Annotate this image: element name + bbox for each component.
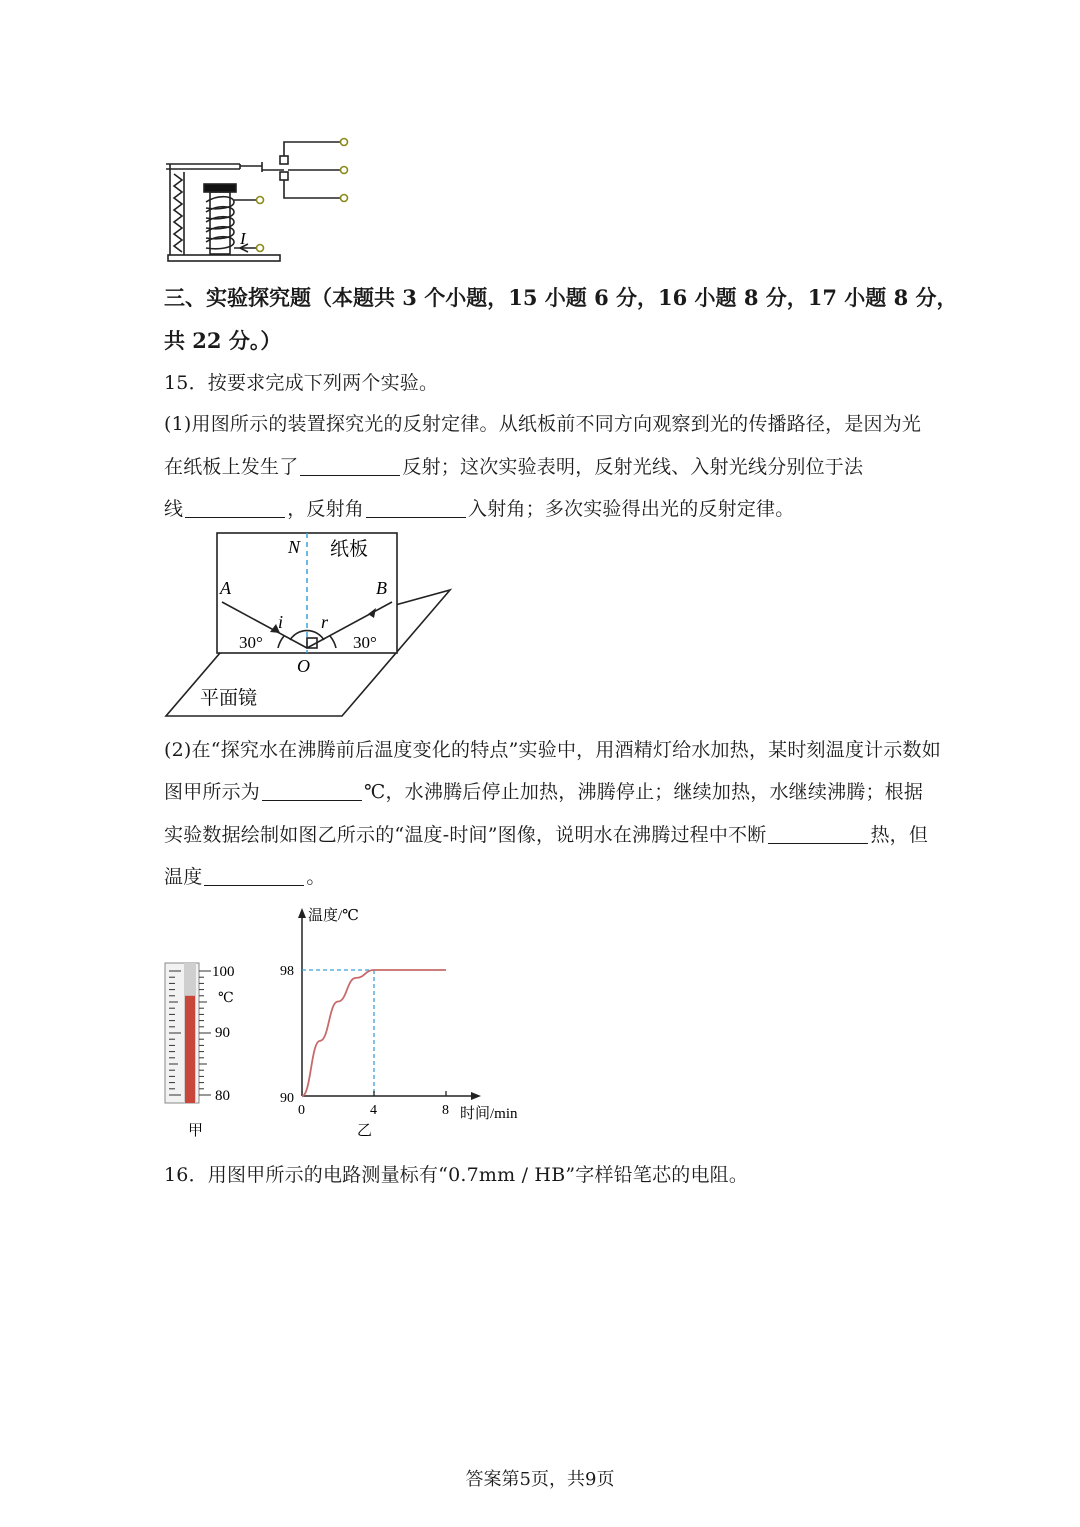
thermometer-figure: [160, 955, 250, 1145]
x-tick-label: 0: [298, 1103, 305, 1118]
angle-left: 30°: [239, 633, 263, 652]
q15-part2-line4-a: 温度: [164, 866, 203, 888]
q15-part1-line3: [164, 494, 794, 521]
x-tick-label: 4: [370, 1103, 377, 1118]
q15-part2-line3-a: 实验数据绘制如图乙所示的“温度-时间”图像，说明水在沸腾过程中不断: [164, 824, 767, 846]
q15-part1-line3-c: 入射角；多次实验得出光的反射定律。: [468, 498, 795, 520]
q15-stem: 15．按要求完成下列两个实验。: [164, 372, 439, 394]
answer-blank-normal-side[interactable]: [185, 497, 285, 518]
answer-blank-temperature[interactable]: [204, 865, 304, 886]
q15-part1-line2-a: 在纸板上发生了: [164, 456, 299, 478]
angle-right: 30°: [353, 633, 377, 652]
page-footer: 答案第5页，共9页: [465, 1469, 615, 1490]
q15-part1-line2-b: 反射；这次实验表明，反射光线、入射光线分别位于法: [402, 456, 864, 478]
y-tick-label: 98: [280, 964, 294, 979]
q15-part2-line1: (2)在“探究水在沸腾前后温度变化的特点”实验中，用酒精灯给水加热，某时刻温度计示数如: [164, 739, 941, 761]
thermo-label-100: 100: [212, 964, 235, 980]
label-r: r: [321, 612, 329, 632]
section-title-line1: 三、实验探究题（本题共 3 个小题，15 小题 6 分，16 小题 8 分，17 小题 8 分，: [164, 285, 958, 310]
current-label: I: [240, 229, 246, 248]
label-o: O: [297, 656, 310, 676]
x-tick-label: 8: [442, 1103, 449, 1118]
mirror-label: 平面镜: [200, 688, 258, 709]
q15-part2-line2-b: ℃，水沸腾后停止加热，沸腾停止；继续加热，水继续沸腾；根据: [364, 781, 924, 803]
q15-part1-line1: (1)用图所示的装置探究光的反射定律。从纸板前不同方向观察到光的传播路径，是因为光: [164, 413, 922, 435]
q16-stem: 16．用图甲所示的电路测量标有“0.7mm / HB”字样铅笔芯的电阻。: [164, 1164, 749, 1186]
q15-part1-line2: [164, 452, 863, 479]
q15-part2-line3-b: 热，但: [870, 824, 929, 846]
thermo-unit: ℃: [218, 991, 234, 1006]
q15-part2-line4: [164, 862, 326, 889]
thermo-caption: 甲: [188, 1123, 204, 1139]
section-title-line2: 共 22 分。）: [164, 328, 282, 353]
answer-blank-angle-relation[interactable]: [366, 497, 466, 518]
thermo-label-90: 90: [215, 1025, 230, 1041]
q15-part1-line3-b: ，反射角: [287, 498, 365, 520]
answer-blank-thermometer-reading[interactable]: [262, 780, 362, 801]
x-axis-label: 时间/min: [460, 1106, 518, 1122]
board-label: 纸板: [330, 539, 369, 560]
chart-caption: 乙: [357, 1123, 373, 1139]
temperature-time-chart: [270, 900, 540, 1145]
normal-label: N: [288, 537, 301, 557]
label-b: B: [376, 578, 387, 598]
q15-part2-line2: [164, 777, 923, 804]
answer-blank-heat[interactable]: [768, 823, 868, 844]
thermo-label-80: 80: [215, 1088, 230, 1104]
y-axis-label: 温度/℃: [308, 908, 359, 924]
answer-blank-reflection-type[interactable]: [300, 455, 400, 476]
q15-part2-line4-b: 。: [306, 866, 326, 888]
q15-part1-line3-a: 线: [164, 498, 184, 520]
relay-figure: [160, 132, 360, 268]
y-tick-label: 90: [280, 1091, 294, 1106]
q15-part2-line3: [164, 820, 928, 847]
label-a: A: [220, 578, 231, 598]
label-i: i: [278, 612, 284, 632]
q15-part2-line2-a: 图甲所示为: [164, 781, 261, 803]
reflection-figure: [160, 528, 460, 723]
mercury-column: [185, 996, 195, 1103]
